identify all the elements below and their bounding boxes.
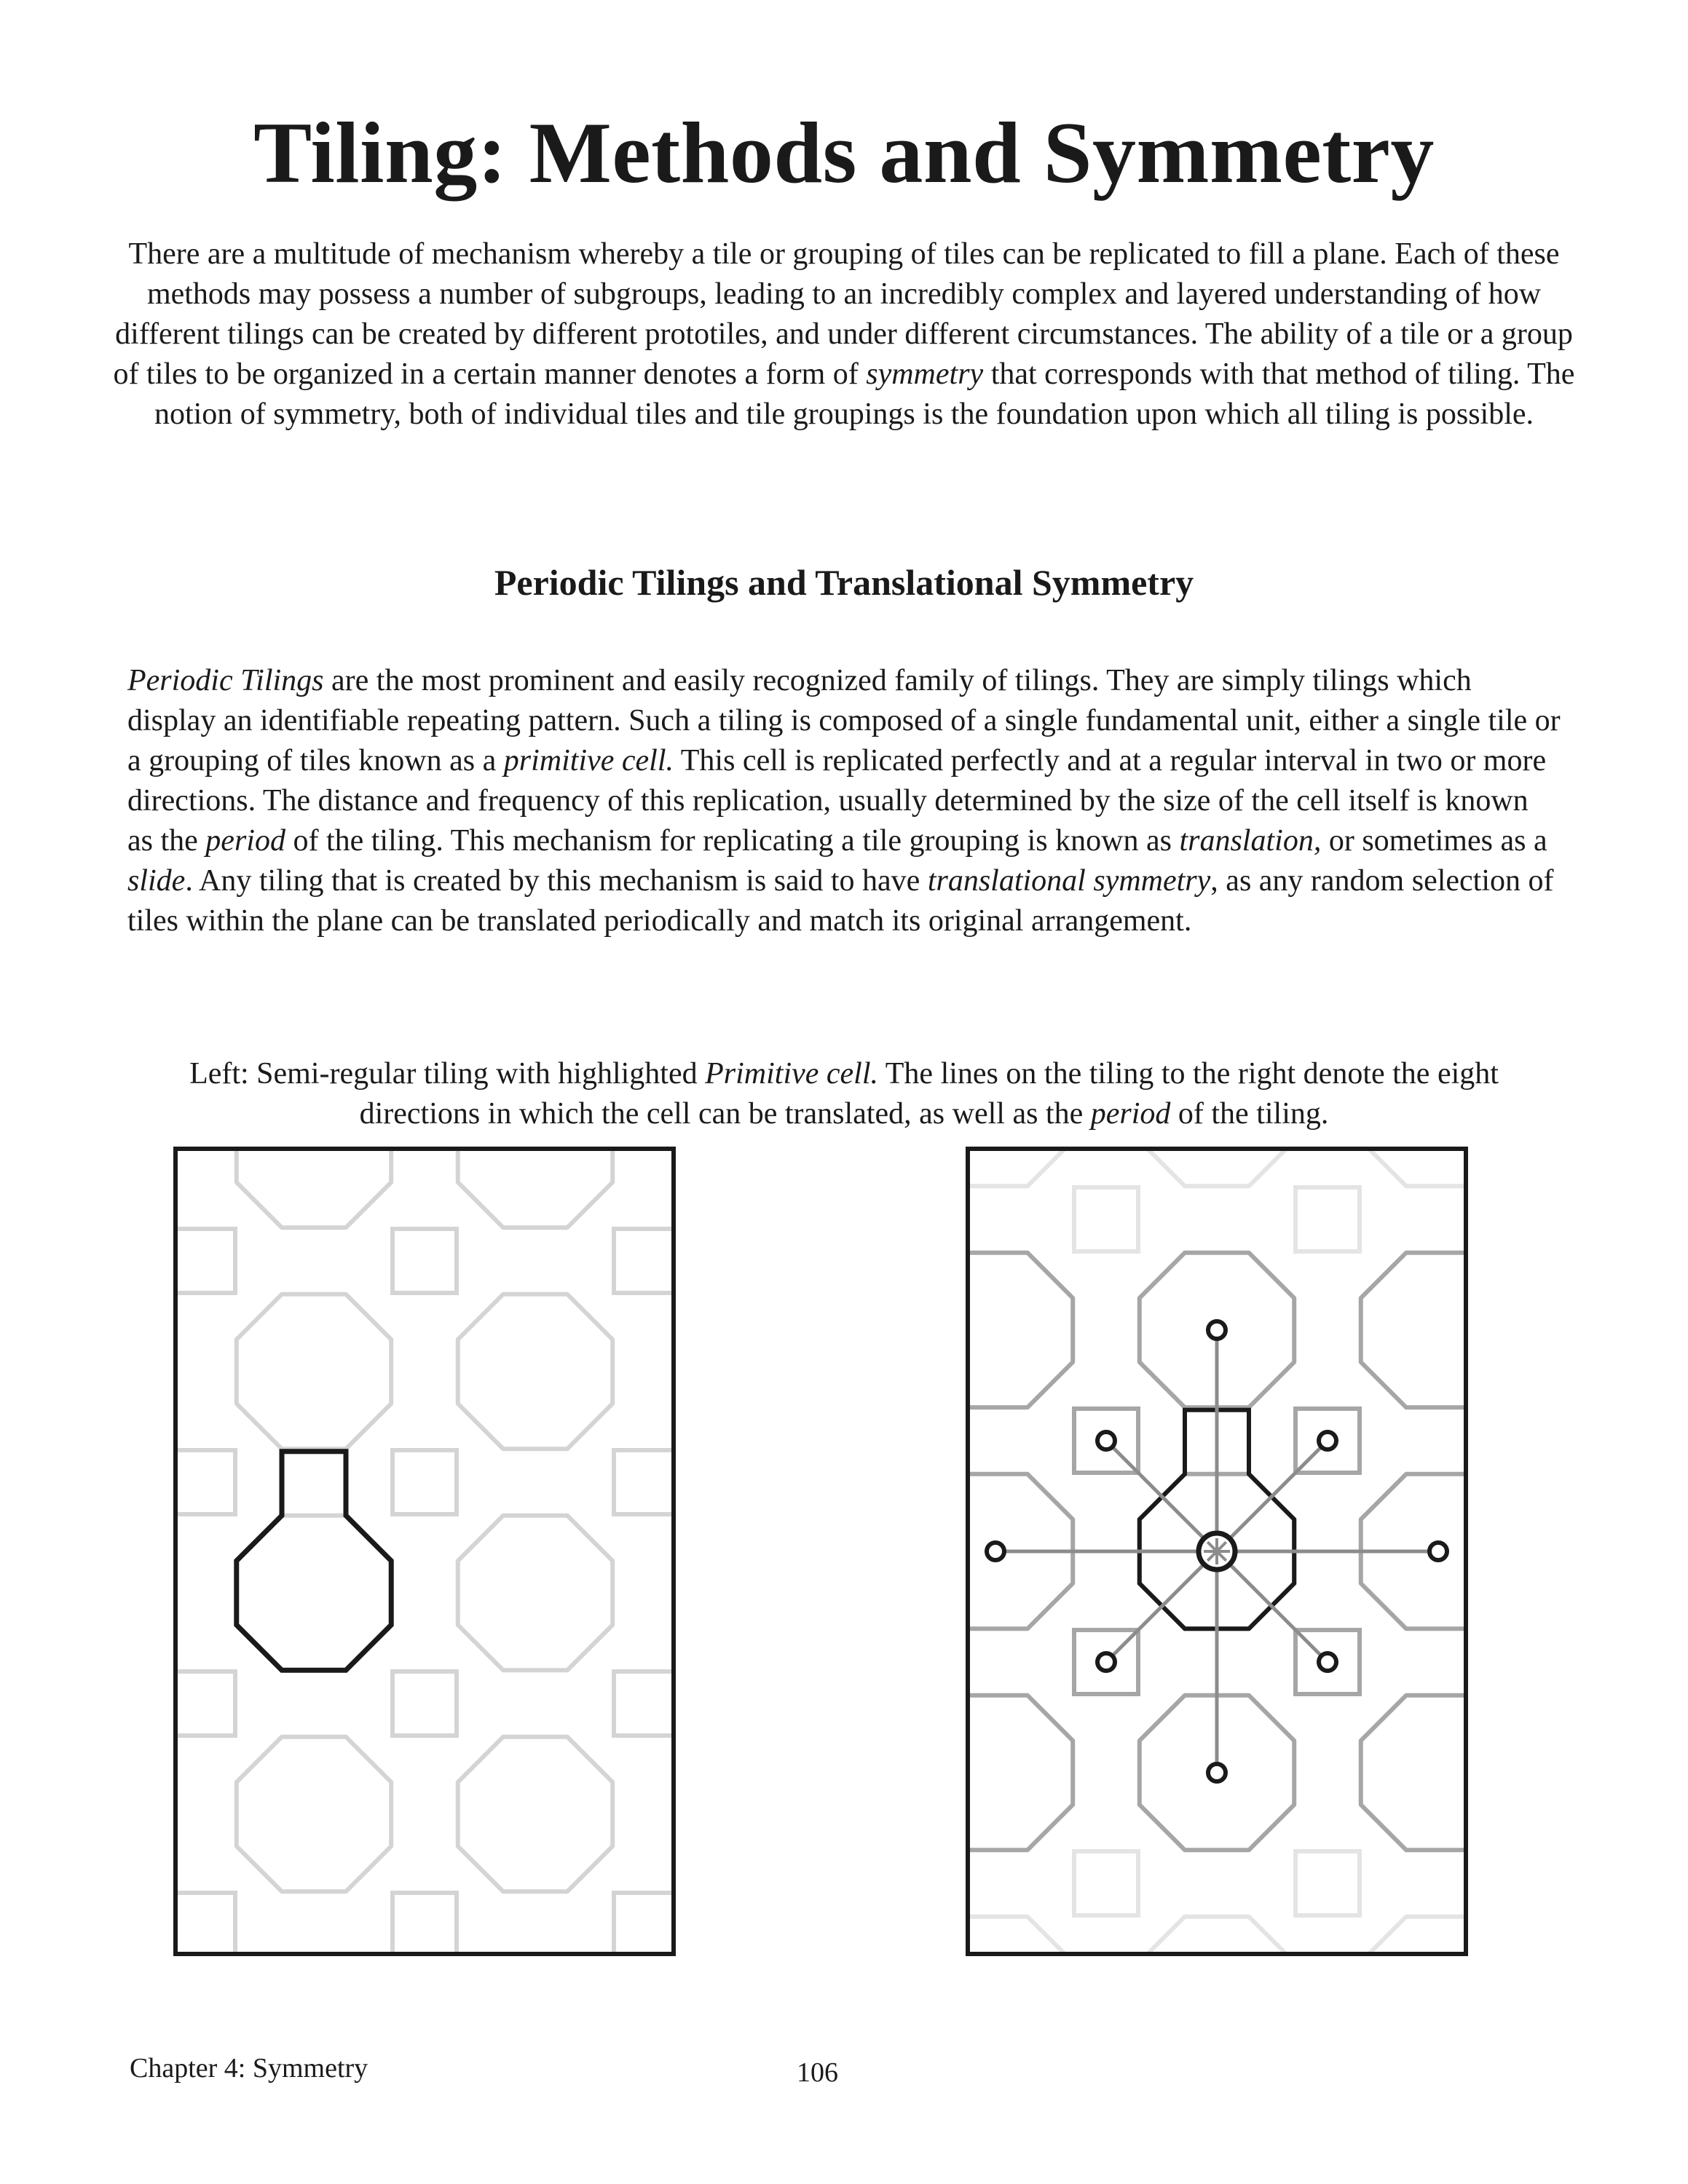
term-primitive-cell: primitive cell. <box>503 744 674 778</box>
octagon-tile <box>1361 1917 1468 1956</box>
translation-endpoint <box>1429 1543 1447 1560</box>
page-number: 106 <box>797 2057 838 2088</box>
octagon-tile <box>458 1147 612 1227</box>
square-tile <box>393 1450 457 1514</box>
translation-endpoint <box>1097 1653 1115 1671</box>
octagon-tile <box>458 1516 612 1670</box>
square-tile <box>173 1893 235 1956</box>
translation-line <box>1217 1441 1328 1551</box>
translation-line <box>1106 1551 1217 1662</box>
tiling-right-figure <box>966 1147 1468 1956</box>
page-title: Tiling: Methods and Symmetry <box>253 104 1435 201</box>
translation-endpoint <box>987 1543 1004 1560</box>
figure-caption: Left: Semi-regular tiling with highlighted Primitive cell. The lines on the tiling to the right denote the eight directions in which the cell can be translated, as well as the period of the tiling. <box>189 1057 1499 1131</box>
figure-frame <box>175 1149 674 1954</box>
translation-line <box>1217 1551 1328 1662</box>
octagon-tile <box>966 1917 1073 1956</box>
term-translation: translation, <box>1179 824 1322 858</box>
octagon-tile <box>458 1294 612 1449</box>
square-tile <box>614 1450 676 1514</box>
octagon-tile <box>1140 1917 1294 1956</box>
tiling-left-figure <box>173 1147 676 1956</box>
octagon-tile <box>237 1294 391 1449</box>
translation-line <box>1106 1441 1217 1551</box>
intro-paragraph: There are a multitude of mechanism whereby a tile or grouping of tiles can be replicated to fill a plane. Each of these methods may possess a number of subgroups, leading to an incredibly complex and layered understanding of how different tilings can be created by different prototiles, and under different circumstances. The ability of a tile or a group of tiles to be organized in a certain manner denotes a form of symmetry that corresponds with that method of tiling. The notion of symmetry, both of individual tiles and tile groupings is the foundation upon which all tiling is possible. <box>113 237 1575 431</box>
translation-endpoint <box>1208 1764 1226 1781</box>
primitive-cell-outline <box>237 1452 391 1670</box>
octagon-tile <box>237 1737 391 1891</box>
octagon-tile <box>966 1253 1073 1407</box>
translation-endpoint <box>1319 1653 1336 1671</box>
octagon-tile <box>458 1737 612 1891</box>
square-tile <box>393 1893 457 1956</box>
translation-endpoint <box>1097 1432 1115 1449</box>
footer-chapter: Chapter 4: Symmetry <box>130 2053 368 2084</box>
square-tile <box>1074 1187 1138 1251</box>
term-translational-symmetry: translational symmetry <box>927 864 1211 898</box>
square-tile <box>1295 1851 1360 1915</box>
square-tile <box>173 1671 235 1736</box>
square-tile <box>173 1450 235 1514</box>
translation-endpoint <box>1319 1432 1336 1449</box>
square-tile <box>1295 1187 1360 1251</box>
square-tile <box>614 1229 676 1293</box>
translation-endpoint <box>1208 1321 1226 1339</box>
section-heading: Periodic Tilings and Translational Symmetry <box>494 562 1194 603</box>
octagon-tile <box>237 1147 391 1227</box>
square-tile <box>393 1671 457 1736</box>
term-slide: slide <box>127 864 186 898</box>
body-paragraph: Periodic Tilings are the most prominent and easily recognized family of tilings. They are simply tilings which display an identifiable repeating pattern. Such a tiling is composed of a single fundamental unit, either a single tile or a grouping of tiles known as a primitive cell. This cell is replicated perfectly and at a regular interval in two or more directions. The distance and frequency of this replication, usually determined by the size of the cell itself is known as the period of the tiling. This mechanism for replicating a tile grouping is known as translation, or sometimes as a slide. Any tiling that is created by this mechanism is said to have translational symmetry, as any random selection of tiles within the plane can be translated periodically and match its original arrangement. <box>127 664 1561 938</box>
octagon-tile <box>1140 1147 1294 1186</box>
term-periodic-tilings: Periodic Tilings <box>127 664 324 697</box>
square-tile <box>393 1229 457 1293</box>
square-tile <box>614 1671 676 1736</box>
octagon-tile <box>1361 1147 1468 1186</box>
octagon-tile <box>1361 1696 1468 1850</box>
term-period: period <box>205 824 285 858</box>
term-symmetry: symmetry <box>866 357 984 391</box>
octagon-tile <box>966 1147 1073 1186</box>
square-tile <box>614 1893 676 1956</box>
octagon-tile <box>966 1696 1073 1850</box>
square-tile <box>1074 1851 1138 1915</box>
square-tile <box>173 1229 235 1293</box>
octagon-tile <box>1361 1253 1468 1407</box>
